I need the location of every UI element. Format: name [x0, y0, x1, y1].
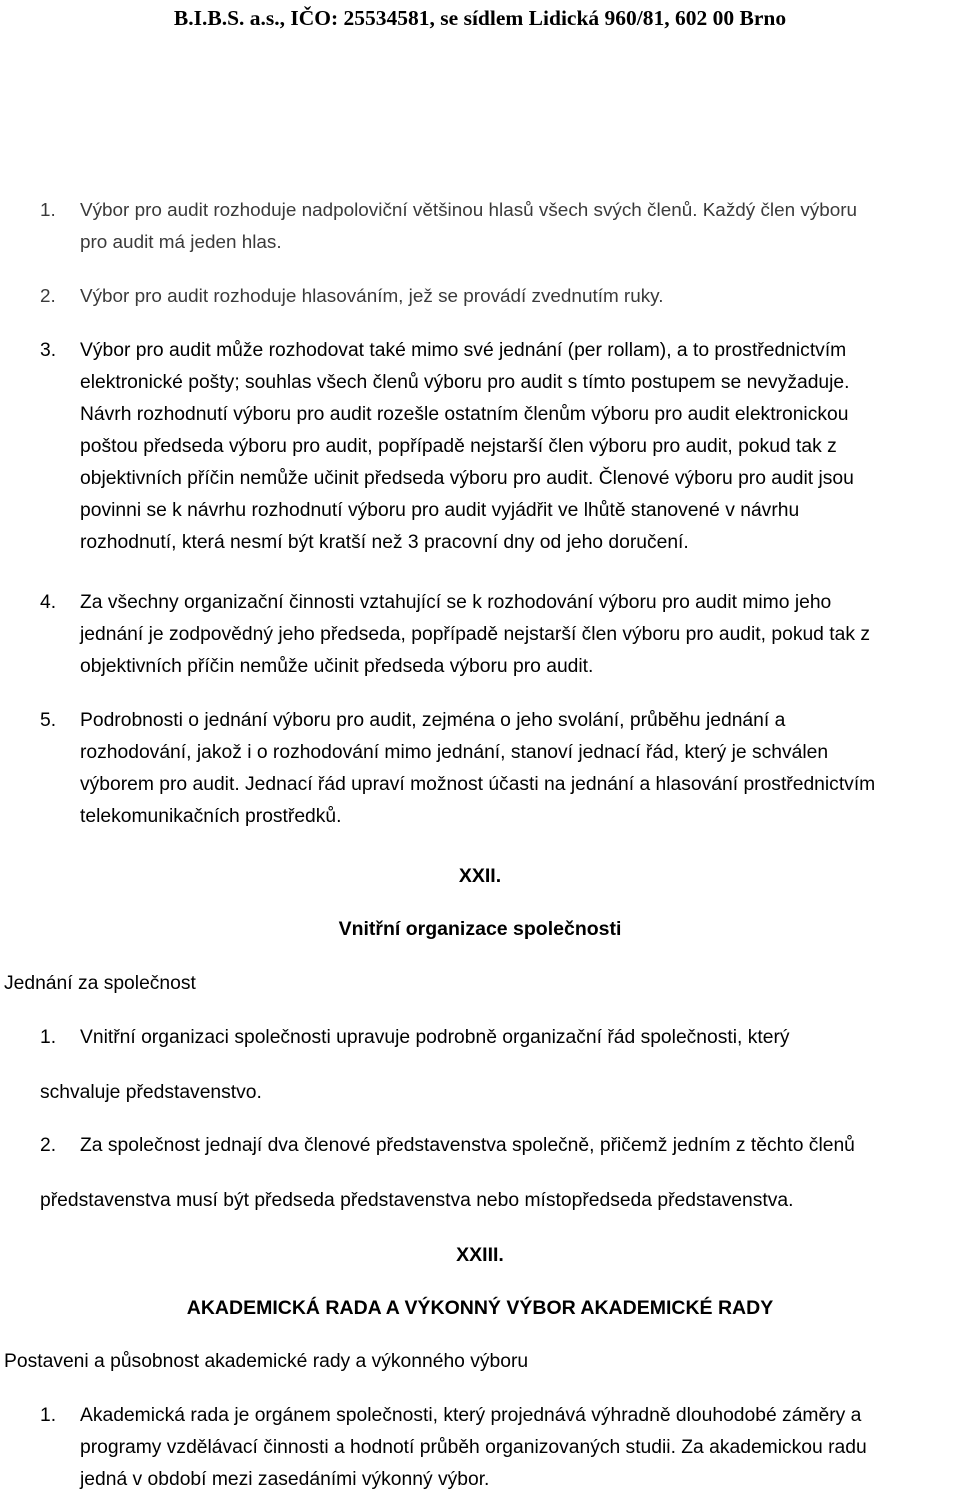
item-text: Výbor pro audit rozhoduje hlasováním, jež se provádí zvednutím ruky.: [80, 286, 664, 307]
document-header: B.I.B.S. a.s., IČO: 25534581, se sídlem Lidická 960/81, 602 00 Brno: [173, 6, 787, 30]
list-item: [40, 335, 960, 559]
item-number: 5.: [40, 710, 57, 731]
item-number: 4.: [40, 592, 57, 613]
list-item: [40, 1132, 960, 1215]
subheading: Postaveni a působnost akademické rady a výkonného výboru: [4, 1351, 529, 1372]
item-text: Výbor pro audit rozhoduje nadpoloviční většinou hlasů všech svých členů. Každý člen výboru pro audit má jeden hlas.: [80, 200, 858, 253]
item-text: Podrobnosti o jednání výboru pro audit, zejména o jeho svolání, průběhu jednání a rozhodování, jakož i o rozhodování mimo jednání, stanoví jednací řád, který je schválen výborem pro audit. Jednací řád upraví možnost účasti na jednání a hlasování prostřednictvím telekomunikačních prostředků.: [80, 710, 876, 827]
item-number: 1.: [40, 1027, 57, 1048]
item-text-continued: schvaluje představenstvo.: [40, 1082, 262, 1103]
item-number: 3.: [40, 340, 57, 361]
item-number: 1.: [40, 1405, 57, 1426]
item-number: 2.: [40, 286, 56, 307]
section-title: Vnitřní organizace společnosti: [338, 918, 622, 940]
section-title: AKADEMICKÁ RADA A VÝKONNÝ VÝBOR AKADEMICKÉ RADY: [186, 1297, 774, 1319]
item-number: 2.: [40, 1135, 57, 1156]
list-item: [40, 587, 960, 683]
list-item: [40, 1400, 960, 1496]
item-text: Výbor pro audit může rozhodovat také mimo své jednání (per rollam), a to prostřednictvím elektronické pošty; souhlas všech členů výboru pro audit s tímto postupem se nevyžaduje. Návrh rozhodnutí výboru pro audit rozešle ostatním členům výboru pro audit elektronickou poštou předseda výboru pro audit, popřípadě nejstarší člen výboru pro audit, pokud tak z objektivních příčin nemůže učinit předseda výboru pro audit. Členové výboru pro audit jsou povinni se k návrhu rozhodnutí výboru pro audit vyjádřit ve lhůtě stanovené v návrhu rozhodnutí, která nesmí být kratší než 3 pracovní dny od jeho doručení.: [80, 340, 854, 553]
item-text: Vnitřní organizaci společnosti upravuje podrobně organizační řád společnosti, který: [80, 1027, 790, 1048]
subheading: Jednání za společnost: [4, 973, 196, 994]
list-item: [40, 1024, 960, 1107]
section-number: XXIII.: [456, 1244, 504, 1266]
item-text: Za společnost jednají dva členové představenstva společně, přičemž jedním z těchto členů: [80, 1135, 855, 1156]
item-number: 1.: [40, 200, 56, 221]
item-text: Akademická rada je orgánem společnosti, který projednává výhradně dlouhodobé záměry a programy vzdělávací činnosti a hodnotí průběh organizovaných studii. Za akademickou radu jedná v období mezi zasedáními výkonný výbor.: [80, 1405, 867, 1490]
list-item: [40, 195, 960, 259]
list-item: [40, 281, 960, 313]
item-text-continued: představenstva musí být předseda představenstva nebo místopředseda představenstva.: [40, 1190, 794, 1211]
item-text: Za všechny organizační činnosti vztahující se k rozhodování výboru pro audit mimo jeho jednání je zodpovědný jeho předseda, popřípadě nejstarší člen výboru pro audit, pokud tak z objektivních příčin nemůže učinit předseda výboru pro audit.: [80, 592, 870, 677]
section-number: XXII.: [458, 865, 502, 887]
list-item: [40, 705, 960, 833]
